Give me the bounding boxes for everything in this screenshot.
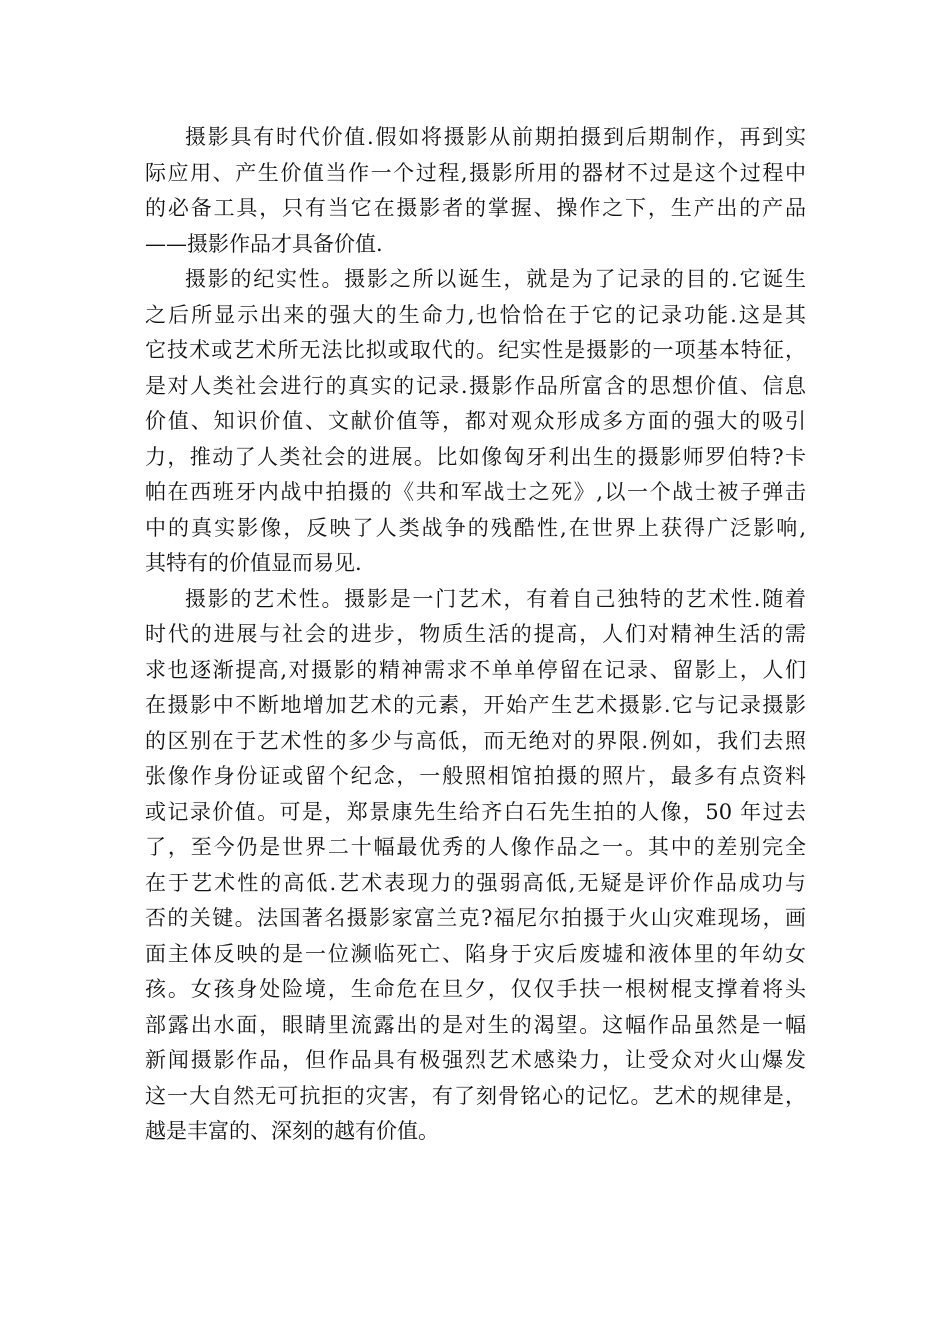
text-line: 张像作身份证或留个纪念，一般照相馆拍摄的照片，最多有点资料 xyxy=(145,764,806,788)
text-line: 越是丰富的、深刻的越有价值。 xyxy=(145,1119,439,1143)
text-line: 或记录价值。可是，郑景康先生给齐白石先生拍的人像，50 年过去 xyxy=(145,799,806,824)
text-line: 之后所显示出来的强大的生命力,也恰恰在于它的记录功能.这是其 xyxy=(145,302,806,327)
text-line: 的区别在于艺术性的多少与高低，而无绝对的界限.例如，我们去照 xyxy=(145,728,806,753)
text-line: 的必备工具，只有当它在摄影者的掌握、操作之下，生产出的产品 xyxy=(145,196,806,220)
text-line: ——摄影作品才具备价值. xyxy=(145,231,383,256)
text-line: 摄影具有时代价值.假如将摄影从前期拍摄到后期制作，再到实 xyxy=(185,125,806,149)
text-line: 了，至今仍是世界二十幅最优秀的人像作品之一。其中的差别完全 xyxy=(145,835,806,859)
text-line: 力，推动了人类社会的进展。比如像匈牙利出生的摄影师罗伯特?卡 xyxy=(145,444,806,469)
text-line: 中的真实影像，反映了人类战争的残酷性,在世界上获得广泛影响, xyxy=(145,515,806,540)
paragraph-artistry xyxy=(145,582,806,1150)
text-line: 在摄影中不断地增加艺术的元素，开始产生艺术摄影.它与记录摄影 xyxy=(145,693,806,717)
text-line: 时代的进展与社会的进步，物质生活的提高，人们对精神生活的需 xyxy=(145,622,806,646)
document-page xyxy=(145,120,806,1150)
text-line: 摄影的纪实性。摄影之所以诞生，就是为了记录的目的.它诞生 xyxy=(185,267,806,291)
text-line: 面主体反映的是一位濒临死亡、陷身于灾后废墟和液体里的年幼女 xyxy=(145,941,806,966)
text-line: 孩。女孩身处险境，生命危在旦夕，仅仅手扶一根树棍支撑着将头 xyxy=(145,977,806,1001)
paragraph-time-value xyxy=(145,120,806,262)
text-line: 摄影的艺术性。摄影是一门艺术，有着自己独特的艺术性.随着 xyxy=(185,586,806,611)
text-line: 否的关键。法国著名摄影家富兰克?福尼尔拍摄于火山灾难现场，画 xyxy=(145,906,806,930)
text-line: 部露出水面，眼睛里流露出的是对生的渴望。这幅作品虽然是一幅 xyxy=(145,1012,806,1037)
text-line: 是对人类社会进行的真实的记录.摄影作品所富含的思想价值、信息 xyxy=(145,373,806,398)
text-line: 际应用、产生价值当作一个过程,摄影所用的器材不过是这个过程中 xyxy=(145,160,806,185)
paragraph-documentary xyxy=(145,262,806,582)
text-line: 在于艺术性的高低.艺术表现力的强弱高低,无疑是评价作品成功与 xyxy=(145,870,806,895)
text-line: 其特有的价值显而易见. xyxy=(145,551,362,575)
text-line: 价值、知识价值、文献价值等，都对观众形成多方面的强大的吸引 xyxy=(145,409,806,433)
text-line: 这一大自然无可抗拒的灾害，有了刻骨铭心的记忆。艺术的规律是， xyxy=(145,1083,806,1108)
text-line: 求也逐渐提高,对摄影的精神需求不单单停留在记录、留影上，人们 xyxy=(145,657,806,682)
text-line: 新闻摄影作品，但作品具有极强烈艺术感染力，让受众对火山爆发 xyxy=(145,1048,806,1072)
text-line: 帕在西班牙内战中拍摄的《共和军战士之死》,以一个战士被子弹击 xyxy=(145,480,806,504)
text-line: 它技术或艺术所无法比拟或取代的。纪实性是摄影的一项基本特征， xyxy=(145,338,806,362)
